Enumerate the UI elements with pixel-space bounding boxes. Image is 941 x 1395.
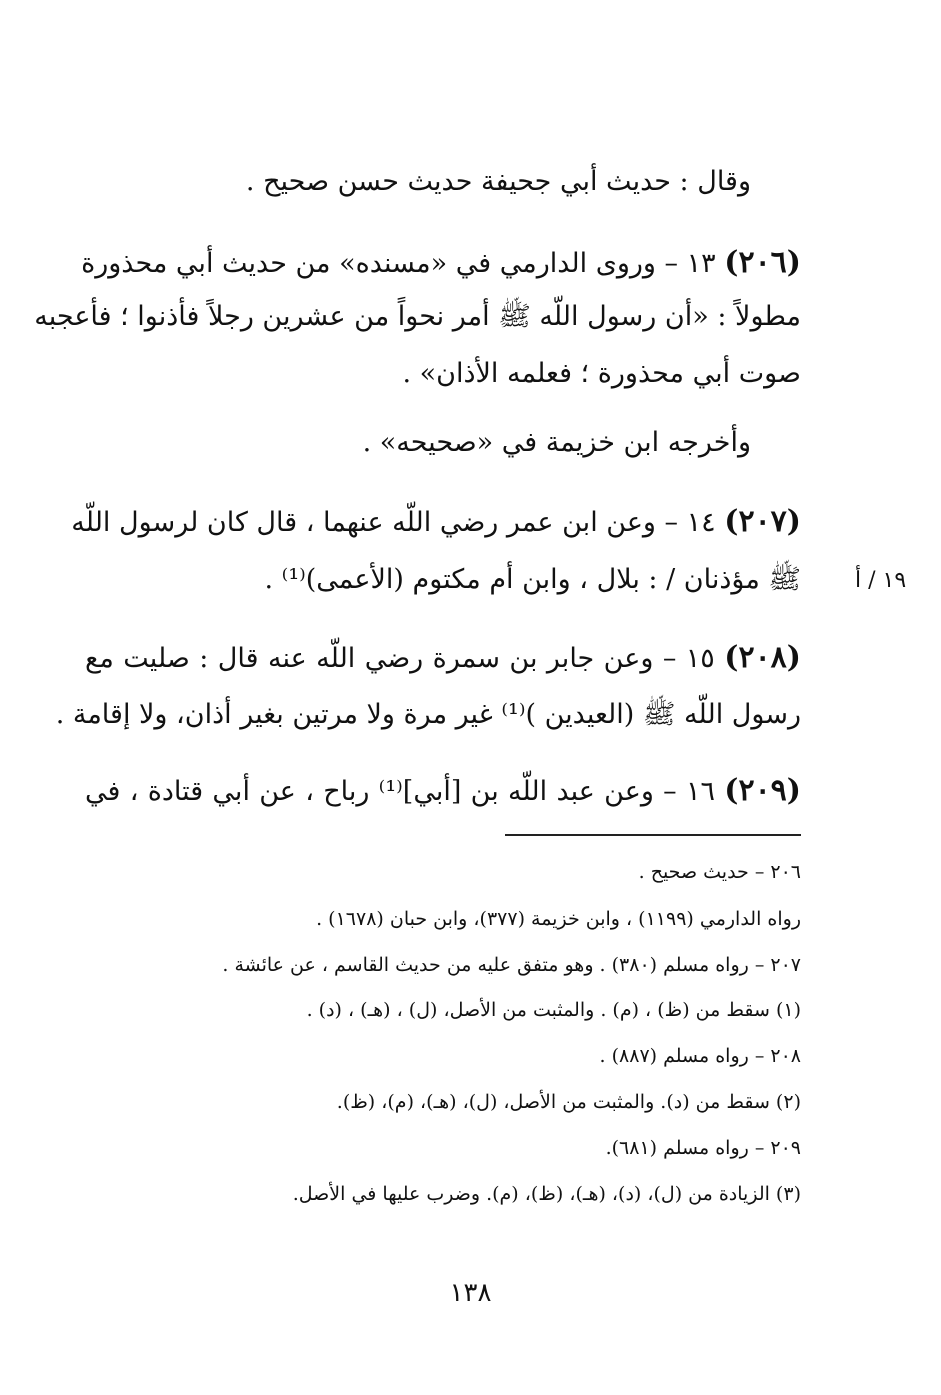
hadith-number: (٢٠٩) — [724, 773, 801, 808]
hadith-208-line-2: رسول اللّه ﷺ (العيدين )⁽¹⁾ غير مرة ولا مرتين بغير أذان، ولا إقامة . — [55, 699, 801, 730]
text-line: وقال : حديث أبي جحيفة حديث حسن صحيح . — [245, 166, 751, 197]
footnote-line: (٣) الزيادة من (ل)، (د)، (هـ)، (ظ)، (م). وضرب عليها في الأصل. — [292, 1183, 801, 1205]
hadith-206-line-3: صوت أبي محذورة ؛ فعلمه الأذان» . — [402, 358, 801, 389]
hadith-208-line-1: (٢٠٨) ١٥ – وعن جابر بن سمرة رضي اللّه عنه قال : صليت مع — [85, 640, 801, 675]
footnote-line: ٢٠٧ – رواه مسلم (٣٨٠) . وهو متفق عليه من حديث القاسم ، عن عائشة . — [222, 954, 801, 976]
hadith-number: (٢٠٧) — [724, 504, 801, 539]
hadith-206-line-2: مطولاً : «أن رسول اللّه ﷺ أمر نحواً من عشرين رجلاً فأذنوا ؛ فأعجبه — [34, 301, 801, 332]
hadith-206-line-1: (٢٠٦) ١٣ – وروى الدارمي في «مسنده» من حديث أبي محذورة — [81, 245, 801, 280]
hadith-206-line-4: وأخرجه ابن خزيمة في «صحيحه» . — [362, 427, 751, 458]
footnote-line: (٢) سقط من (د). والمثبت من الأصل، (ل)، (هـ)، (م)، (ظ). — [336, 1091, 801, 1113]
hadith-209-line-1: (٢٠٩) ١٦ – وعن عبد اللّه بن [أبي]⁽¹⁾ رباح ، عن أبي قتادة ، في — [85, 773, 801, 808]
hadith-number: (٢٠٦) — [724, 245, 801, 280]
footnote-line: ٢٠٩ – رواه مسلم (٦٨١). — [605, 1137, 801, 1159]
footnote-line: ٢٠٦ – حديث صحيح . — [638, 861, 801, 883]
footnote-separator — [505, 834, 801, 836]
hadith-207-line-2: ﷺ مؤذنان / : بلال ، وابن أم مكتوم (الأعمى)⁽¹⁾ . — [264, 564, 801, 595]
footnote-line: (١) سقط من (ظ) ، (م) . والمثبت من الأصل، (ل) ، (هـ) ، (د) . — [306, 999, 801, 1021]
hadith-207-line-1: (٢٠٧) ١٤ – وعن ابن عمر رضي اللّه عنهما ، قال كان لرسول اللّه — [71, 504, 801, 539]
page-number: ١٣٨ — [449, 1278, 492, 1308]
footnote-line: ٢٠٨ – رواه مسلم (٨٨٧) . — [599, 1045, 801, 1067]
hadith-number: (٢٠٨) — [724, 640, 801, 675]
manuscript-folio-ref: ١٩ / أ — [855, 568, 907, 593]
footnote-line: رواه الدارمي (١١٩٩) ، وابن خزيمة (٣٧٧)، وابن حبان (١٦٧٨) . — [316, 908, 801, 930]
